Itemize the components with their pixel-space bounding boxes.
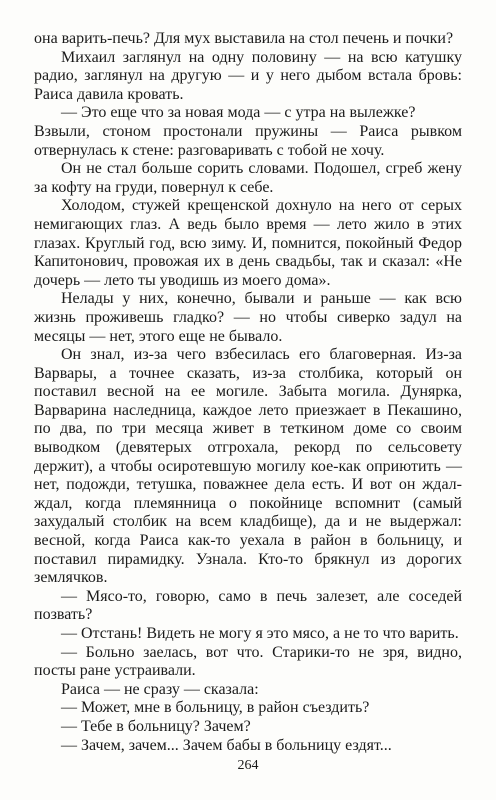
- paragraph: Он знал, из-за чего взбесилась его благоверная. Из-за Варвары, а точнее сказать, из-за столбика, который он поставил весной на ее могиле. Забыта могила. Дунярка, Варварина наследница, каждое лето приезжает в Пекашино, по два, по три месяца живет в теткином доме со своим выводком (девятерых отгрохала, рекорд по сельсовету держит), а чтобы осиротевшую могилу кое-как оприютить — нет, подожди, тетушка, поважнее дела есть. И вот он ждал-ждал, когда племянница о покойнице вспомнит (самый захудалый столбик на всем кладбище), да и не выдержал: весной, когда Раиса как-то уехала в район в больницу, и поставил пирамидку. Узнала. Кто-то брякнул из дорогих землячков.: [34, 346, 462, 587]
- paragraph: — Может, мне в больницу, в район съездить?: [61, 699, 370, 717]
- paragraph: — Мясо-то, говорю, само в печь залезет, але соседей позвать?: [34, 587, 462, 624]
- paragraph: — Зачем, зачем... Зачем бабы в больницу ездят...: [61, 736, 392, 754]
- paragraph: Взвыли, стоном простонали пружины — Раиса рывком отвернулась к стене: разговаривать с тобой не хочу.: [34, 122, 462, 159]
- page-number: 264: [237, 758, 259, 773]
- paragraph: она варить-печь? Для мух выставила на стол печень и почки?: [34, 30, 454, 47]
- paragraph: — Это еще что за новая мода — с утра на вылежке?: [61, 104, 416, 122]
- paragraph: Нелады у них, конечно, бывали и раньше — как всю жизнь проживешь гладко? — но чтобы сиверко задул на месяцы — нет, этого еще не бывало.: [34, 290, 462, 345]
- paragraph: Михаил заглянул на одну половину — на всю катушку радио, заглянул на другую — и у него дыбом встала бровь: Раиса давила кровать.: [34, 48, 462, 103]
- paragraph: Холодом, стужей крещенской дохнуло на него от серых немигающих глаз. А ведь было время — лето жило в этих глазах. Круглый год, всю зиму. И, помнится, покойный Федор Капитонович, провожая их в день свадьбы, так и сказал: «Не дочерь — лето ты уводишь из моего дома».: [34, 197, 462, 289]
- paragraph: — Больно заелась, вот что. Старики-то не зря, видно, посты ране устраивали.: [34, 643, 462, 680]
- paragraph: Он не стал больше сорить словами. Подошел, сгреб жену за кофту на груди, повернул к себе.: [34, 160, 462, 196]
- body-text: [34, 30, 462, 755]
- paragraph: — Тебе в больницу? Зачем?: [61, 717, 251, 735]
- paragraph: Раиса — не сразу — сказала:: [61, 680, 259, 698]
- paragraph: — Отстань! Видеть не могу я это мясо, а не то что варить.: [61, 625, 459, 642]
